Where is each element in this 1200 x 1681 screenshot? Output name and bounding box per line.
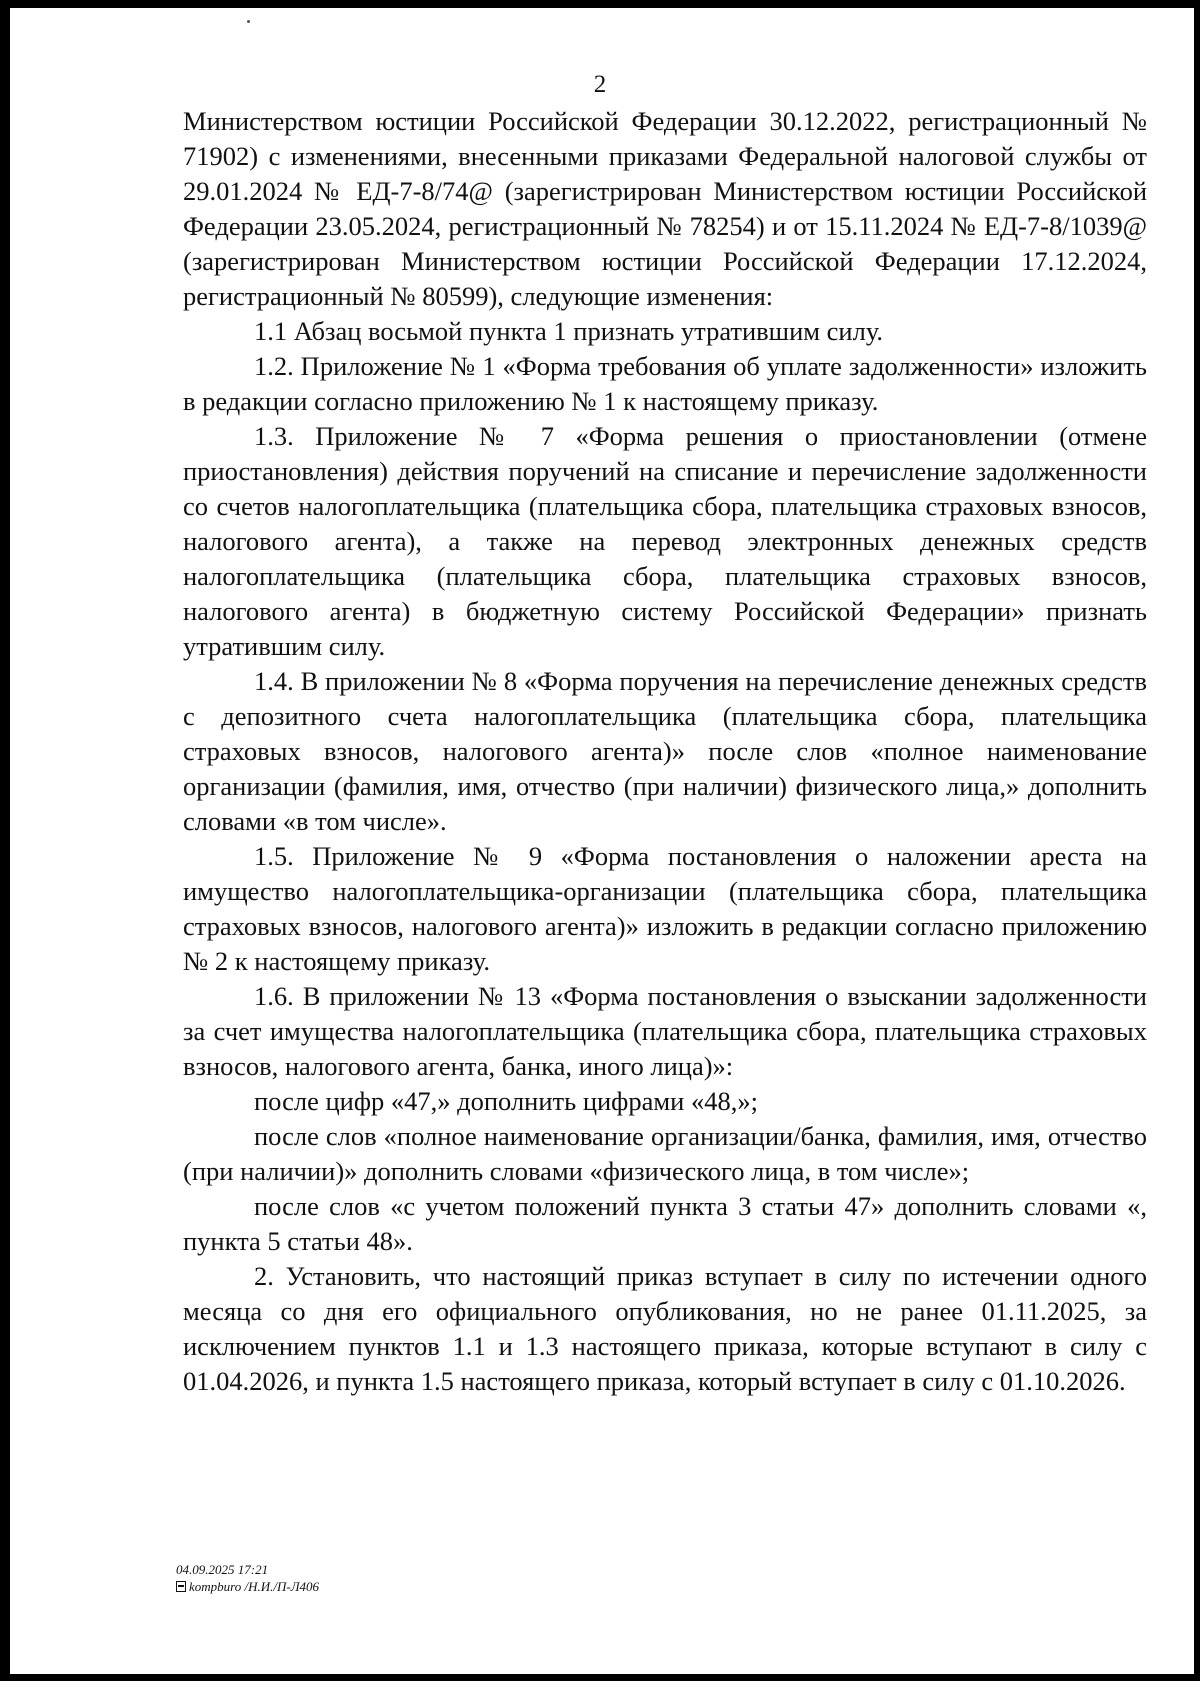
- document-icon: [176, 1581, 186, 1592]
- paragraph-item-1-3: 1.3. Приложение № 7 «Форма решения о приостановлении (отмене приостановления) действия поручений на списание и перечисление задолженности со счетов налогоплательщика (плательщика сбора, плательщика страховых взносов, налогового агента), а также на перевод электронных денежных средств налогоплательщика (плательщика сбора, плательщика страховых взносов, налогового агента) в бюджетную систему Российской Федерации» признать утратившим силу.: [183, 421, 1147, 661]
- paragraph-item-1-4: 1.4. В приложении № 8 «Форма поручения на перечисление денежных средств с депозитного счета налогоплательщика (плательщика сбора, плательщика страховых взносов, налогового агента)» после слов «полное наименование организации (фамилия, имя, отчество (при наличии) физического лица,» дополнить словами «в том числе».: [183, 666, 1147, 836]
- paragraph-item-1-5: 1.5. Приложение № 9 «Форма постановления о наложении ареста на имущество налогоплательщика-организации (плательщика сбора, плательщика страховых взносов, налогового агента)» изложить в редакции согласно приложению № 2 к настоящему приказу.: [183, 841, 1147, 976]
- footer: [176, 1561, 319, 1595]
- scan-border-top: [0, 0, 1200, 8]
- scan-border-bottom: [0, 1674, 1200, 1681]
- footer-timestamp: 04.09.2025 17:21: [176, 1562, 269, 1577]
- paragraph-item-1-2: 1.2. Приложение № 1 «Форма требования об уплате задолженности» изложить в редакции согласно приложению № 1 к настоящему приказу.: [183, 351, 1147, 416]
- paragraph-item-1-1: 1.1 Абзац восьмой пункта 1 признать утратившим силу.: [254, 316, 884, 346]
- footer-path: kompburo /Н.И./П-Л406: [189, 1579, 320, 1594]
- paragraph-item-1-6: 1.6. В приложении № 13 «Форма постановления о взыскании задолженности за счет имущества налогоплательщика (плательщика сбора, плательщика страховых взносов, налогового агента, банка, иного лица)»:: [183, 981, 1147, 1081]
- paragraph-item-1-6-sub-3: после слов «с учетом положений пункта 3 статьи 47» дополнить словами «, пункта 5 статьи 48».: [183, 1191, 1147, 1256]
- paragraph-item-2: 2. Установить, что настоящий приказ вступает в силу по истечении одного месяца со дня его официального опубликования, но не ранее 01.11.2025, за исключением пунктов 1.1 и 1.3 настоящего приказа, которые вступают в силу с 01.04.2026, и пункта 1.5 настоящего приказа, который вступает в силу с 01.10.2026.: [183, 1261, 1147, 1396]
- footer-path-line: [176, 1578, 319, 1595]
- paragraph-continuation: Министерством юстиции Российской Федерации 30.12.2022, регистрационный № 71902) с изменениями, внесенными приказами Федеральной налоговой службы от 29.01.2024 № ЕД-7-8/74@ (зарегистрирован Министерством юстиции Российской Федерации 23.05.2024, регистрационный № 78254) и от 15.11.2024 № ЕД-7-8/1039@ (зарегистрирован Министерством юстиции Российской Федерации 17.12.2024, регистрационный № 80599), следующие изменения:: [183, 106, 1147, 311]
- paragraph-item-1-6-sub-2: после слов «полное наименование организации/банка, фамилия, имя, отчество (при наличии)» дополнить словами «физического лица, в том числе»;: [183, 1121, 1147, 1186]
- paragraph-item-1-6-sub-1: после цифр «47,» дополнить цифрами «48,»;: [254, 1086, 758, 1116]
- scan-border-right: [1194, 0, 1200, 1681]
- document-body: [183, 104, 1147, 1399]
- page-number: 2: [593, 71, 607, 98]
- scan-speck: [247, 20, 250, 23]
- scan-border-left: [0, 0, 10, 1681]
